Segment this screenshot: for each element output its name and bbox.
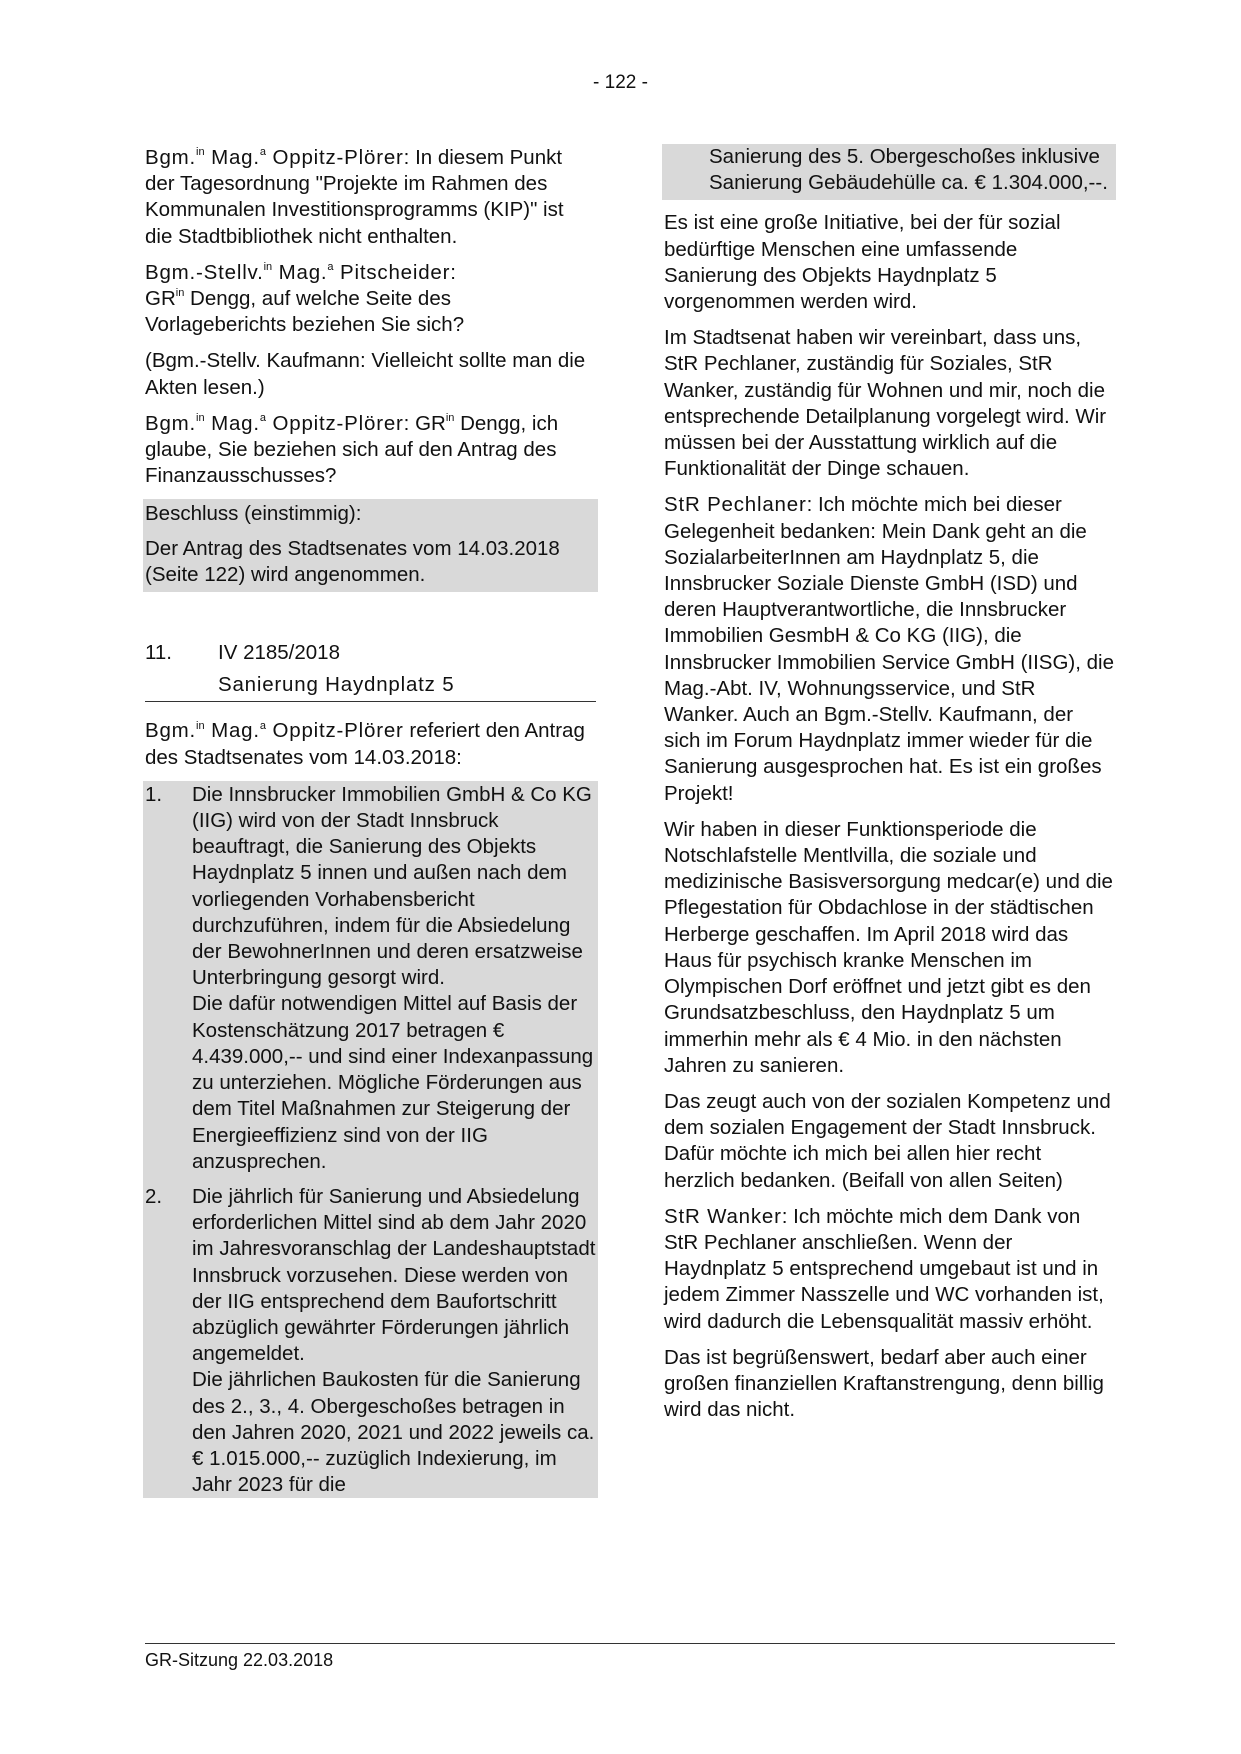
speech-text: : xyxy=(450,260,456,284)
superscript: in xyxy=(196,412,205,424)
motion-list xyxy=(143,781,598,1498)
superscript: a xyxy=(327,260,334,273)
list-text: Die Innsbrucker Immobilien GmbH & Co KG (IIG) wird von der Stadt Innsbruck beauftragt, die Sanierung des Objekts Haydnplatz 5 innen und außen nach dem vorliegenden Vorhabensbericht durchzuführen, indem für die Absiedelung der BewohnerInnen und deren ersatzweise Unterbringung gesorgt wird. xyxy=(192,782,592,990)
superscript: a xyxy=(259,146,267,159)
speech-text: referiert den Antrag des Stadtsenates vom 14.03.2018: xyxy=(145,719,585,769)
speaker: Mag. xyxy=(272,260,328,284)
list-continuation: Sanierung des 5. Obergeschoßes inklusive Sanierung Gebäudehülle ca. € 1.304.000,--. xyxy=(662,144,1116,200)
superscript: in xyxy=(196,146,205,159)
paragraph: Das ist begrüßenswert, bedarf aber auch einer großen finanziellen Kraftanstrengung, denn billig wird das nicht. xyxy=(664,1345,1104,1422)
speech-text: : Ich möchte mich bei dieser Gelegenheit bedanken: Mein Dank geht an die SozialarbeiterInnen am Haydnplatz 5, die Innsbrucker Soziale Dienste GmbH (ISD) und deren Hauptverantwortliche, die Innsbrucker Immobilien GesmbH & Co KG (IIG), die Innsbrucker Immobilien Service GmbH (IISG), die Mag.-Abt. IV, Wohnungsservice, und StR Wanker. Auch an Bgm.-Stellv. Kaufmann, der sich im Forum Haydnplatz immer wieder für die Sanierung ausgesprochen hat. Es ist ein großes Projekt! xyxy=(664,493,1114,805)
list-number: 2. xyxy=(145,1184,163,1208)
speaker: Oppitz-Plörer xyxy=(266,411,404,435)
paragraph: Im Stadtsenat haben wir vereinbart, dass uns, StR Pechlaner, zuständig für Soziales, StR Wanker, zuständig für Wohnen und mir, noch die entsprechende Detailplanung vorgelegt wird. Wir müssen bei der Ausstattung wirklich auf die Funktionalität der Dinge schauen. xyxy=(664,326,1107,481)
superscript: in xyxy=(196,719,205,732)
interjection-kaufmann: (Bgm.-Stellv. Kaufmann: Vielleicht sollte man die Akten lesen.) xyxy=(145,349,586,399)
speaker: Mag. xyxy=(204,146,260,169)
speech-text: Dengg, auf welche Seite des Vorlageberichts beziehen Sie sich? xyxy=(145,287,465,337)
speech-text: GR xyxy=(145,287,176,311)
list-text xyxy=(192,782,596,1175)
footer-text: GR-Sitzung 22.03.2018 xyxy=(145,1650,334,1670)
superscript: in xyxy=(263,260,273,273)
speaker: StR Pechlaner xyxy=(664,493,807,517)
superscript: a xyxy=(259,719,267,732)
speaker: Bgm. xyxy=(145,719,197,743)
left-column xyxy=(145,145,596,1498)
speech-text: : Ich möchte mich dem Dank von StR Pechlaner anschließen. Wenn der Haydnplatz 5 entsprechend umgebaut ist und in jedem Zimmer Nasszelle und WC vorhanden ist, wird dadurch die Lebensqualität massiv erhöht. xyxy=(664,1204,1104,1333)
speaker: Mag. xyxy=(204,719,260,743)
agenda-item-header xyxy=(145,640,596,702)
list-item xyxy=(145,782,596,1175)
speaker: Bgm.-Stellv. xyxy=(145,260,264,284)
speech-wanker xyxy=(664,1204,1114,1335)
speaker: Oppitz-Plörer xyxy=(266,146,404,169)
speech-pechlaner xyxy=(664,492,1114,806)
footer-divider xyxy=(145,1643,1115,1644)
speaker: Bgm. xyxy=(145,146,197,169)
list-text: Die dafür notwendigen Mittel auf Basis der Kostenschätzung 2017 betragen € 4.439.000,-- und sind einer Indexanpassung zu unterziehen. Mögliche Förderungen aus dem Titel Maßnahmen zur Steigerung der Energieeffizienz sind von der IIG anzusprechen. xyxy=(192,992,594,1173)
item-reference: IV 2185/2018 xyxy=(218,641,340,665)
right-column xyxy=(664,145,1114,1433)
speaker: Mag. xyxy=(204,411,260,435)
resolution-text: Der Antrag des Stadtsenates vom 14.03.2018 (Seite 122) wird angenommen. xyxy=(145,536,560,586)
speech-oppitz-1 xyxy=(145,145,596,250)
paragraph: Das zeugt auch von der sozialen Kompetenz und dem sozialen Engagement der Stadt Innsbruck. Dafür möchte ich mich bei allen hier recht herzlich bedanken. (Beifall von allen Seiten) xyxy=(664,1089,1111,1192)
speech-text: Dengg, ich glaube, Sie beziehen sich auf den Antrag des Finanzausschusses? xyxy=(145,411,559,488)
speech-text: : GR xyxy=(403,411,446,435)
list-item xyxy=(145,1184,596,1498)
list-text: Die jährlichen Baukosten für die Sanierung des 2., 3., 4. Obergeschoßes betragen in den Jahren 2020, 2021 und 2022 jeweils ca. € 1.015.000,-- zuzüglich Indexierung, im Jahr 2023 für die xyxy=(192,1368,595,1497)
speech-oppitz-2 xyxy=(145,411,596,490)
paragraph: Es ist eine große Initiative, bei der für sozial bedürftige Menschen eine umfassende Sanierung des Objekts Haydnplatz 5 vorgenommen werden wird. xyxy=(664,211,1061,314)
superscript: in xyxy=(175,287,185,300)
list-number: 1. xyxy=(145,782,163,806)
speaker: Pitscheider xyxy=(333,260,451,284)
superscript: a xyxy=(259,412,267,424)
item-title: Sanierung Haydnplatz 5 xyxy=(145,672,596,702)
speech-text: : In diesem Punkt der Tagesordnung "Projekte im Rahmen des Kommunalen Investitionsprogramms (KIP)" ist die Stadtbibliothek nicht enthalten. xyxy=(145,146,564,248)
resolution-box xyxy=(143,499,598,592)
page-number: - 122 - xyxy=(593,72,648,93)
paragraph: Wir haben in dieser Funktionsperiode die Notschlafstelle Mentlvilla, die soziale und medizinische Basisversorgung medcar(e) und die Pflegestation für Obdachlose in der städtischen Herberge geschaffen. Im April 2018 wird das Haus für psychisch kranke Menschen im Olympischen Dorf eröffnet und jetzt gibt es den Grundsatzbeschluss, den Haydnplatz 5 um immerhin mehr als € 4 Mio. in den nächsten Jahren zu sanieren. xyxy=(664,817,1113,1077)
speaker: Oppitz-Plörer xyxy=(266,719,404,743)
list-text: Die jährlich für Sanierung und Absiedelung erforderlichen Mittel sind ab dem Jahr 2020 im Jahresvoranschlag der Landeshauptstadt Innsbruck vorzusehen. Diese werden von der IIG entsprechend dem Baufortschritt abzüglich gewährter Förderungen jährlich angemeldet. xyxy=(192,1184,596,1366)
resolution-title: Beschluss (einstimmig): xyxy=(145,502,362,526)
speech-pitscheider xyxy=(145,260,596,339)
speaker: Bgm. xyxy=(145,411,197,435)
superscript: in xyxy=(445,412,455,424)
speech-oppitz-intro xyxy=(145,718,596,770)
item-number: 11. xyxy=(145,641,172,665)
speaker: StR Wanker xyxy=(664,1204,782,1228)
list-text xyxy=(192,1184,596,1498)
